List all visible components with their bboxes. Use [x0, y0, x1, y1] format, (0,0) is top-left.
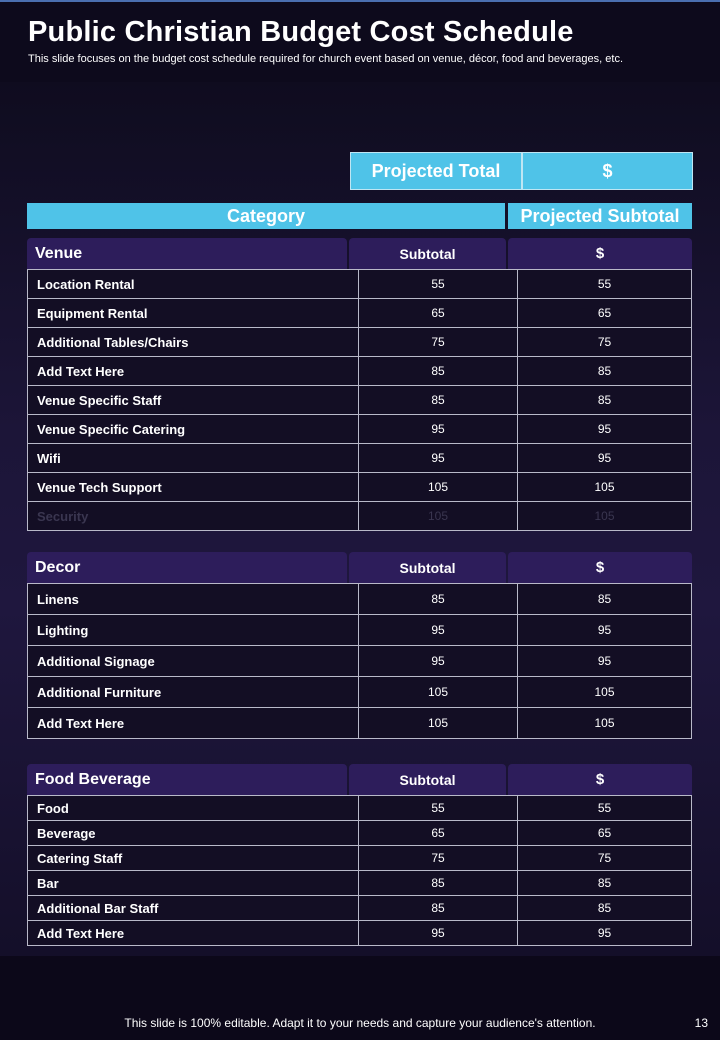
page-number: 13 — [694, 1016, 708, 1030]
row-value[interactable]: 105 — [518, 473, 692, 502]
table-row — [28, 584, 692, 615]
row-name: Add Text Here — [28, 921, 359, 946]
row-name: Linens — [28, 584, 359, 615]
row-value[interactable]: 55 — [518, 270, 692, 299]
row-name: Additional Signage — [28, 646, 359, 677]
row-subtotal[interactable]: 55 — [359, 270, 518, 299]
row-subtotal[interactable]: 105 — [359, 502, 518, 531]
table-row — [28, 821, 692, 846]
food-beverage-table — [27, 795, 692, 946]
row-subtotal[interactable]: 105 — [359, 708, 518, 739]
section-title: Food Beverage — [27, 764, 347, 795]
row-subtotal[interactable]: 75 — [359, 328, 518, 357]
row-name: Bar — [28, 871, 359, 896]
row-subtotal[interactable]: 85 — [359, 386, 518, 415]
projected-total-row — [350, 152, 693, 190]
page-title: Public Christian Budget Cost Schedule — [28, 16, 574, 48]
row-name: Additional Bar Staff — [28, 896, 359, 921]
slide-header — [0, 2, 720, 82]
row-name: Venue Tech Support — [28, 473, 359, 502]
row-value[interactable]: 85 — [518, 357, 692, 386]
row-value[interactable]: 85 — [518, 386, 692, 415]
table-row — [28, 896, 692, 921]
row-value[interactable]: 75 — [518, 328, 692, 357]
table-row — [28, 846, 692, 871]
row-subtotal[interactable]: 55 — [359, 796, 518, 821]
row-name: Security — [28, 502, 359, 531]
projected-subtotal-header: Projected Subtotal — [508, 203, 692, 229]
row-subtotal[interactable]: 65 — [359, 821, 518, 846]
table-row — [28, 615, 692, 646]
row-value[interactable]: 75 — [518, 846, 692, 871]
table-row — [28, 299, 692, 328]
value-column-header: $ — [508, 238, 692, 269]
table-row — [28, 357, 692, 386]
row-value[interactable]: 105 — [518, 677, 692, 708]
row-value[interactable]: 95 — [518, 444, 692, 473]
page-subtitle: This slide focuses on the budget cost schedule required for church event based on venue, décor, food and beverages, etc. — [28, 53, 623, 65]
row-value[interactable]: 105 — [518, 502, 692, 531]
venue-section — [27, 238, 692, 531]
row-subtotal[interactable]: 95 — [359, 921, 518, 946]
table-row — [28, 646, 692, 677]
subtotal-column-header: Subtotal — [349, 764, 506, 795]
category-header-row — [27, 203, 692, 229]
row-name: Wifi — [28, 444, 359, 473]
row-subtotal[interactable]: 85 — [359, 584, 518, 615]
row-name: Venue Specific Catering — [28, 415, 359, 444]
row-subtotal[interactable]: 95 — [359, 646, 518, 677]
row-value[interactable]: 95 — [518, 921, 692, 946]
row-name: Additional Furniture — [28, 677, 359, 708]
row-value[interactable]: 85 — [518, 896, 692, 921]
row-value[interactable]: 85 — [518, 871, 692, 896]
section-title: Decor — [27, 552, 347, 583]
row-value[interactable]: 105 — [518, 708, 692, 739]
row-subtotal[interactable]: 95 — [359, 615, 518, 646]
food-beverage-section — [27, 764, 692, 946]
row-value[interactable]: 95 — [518, 646, 692, 677]
section-header — [27, 238, 692, 269]
row-name: Equipment Rental — [28, 299, 359, 328]
row-name: Lighting — [28, 615, 359, 646]
table-row — [28, 473, 692, 502]
section-header — [27, 552, 692, 583]
row-value[interactable]: 95 — [518, 615, 692, 646]
section-header — [27, 764, 692, 795]
row-value[interactable]: 85 — [518, 584, 692, 615]
table-row — [28, 871, 692, 896]
table-row — [28, 415, 692, 444]
venue-table — [27, 269, 692, 531]
value-column-header: $ — [508, 764, 692, 795]
row-subtotal[interactable]: 105 — [359, 677, 518, 708]
decor-section — [27, 552, 692, 739]
row-name: Food — [28, 796, 359, 821]
row-subtotal[interactable]: 95 — [359, 415, 518, 444]
table-row — [28, 328, 692, 357]
value-column-header: $ — [508, 552, 692, 583]
table-row — [28, 444, 692, 473]
row-subtotal[interactable]: 95 — [359, 444, 518, 473]
row-subtotal[interactable]: 85 — [359, 357, 518, 386]
category-header: Category — [27, 203, 505, 229]
projected-total-value[interactable]: $ — [522, 152, 693, 190]
row-subtotal[interactable]: 85 — [359, 871, 518, 896]
row-name: Catering Staff — [28, 846, 359, 871]
footer-note: This slide is 100% editable. Adapt it to your needs and capture your audience's attention. — [124, 1016, 596, 1030]
projected-total-label: Projected Total — [350, 152, 522, 190]
row-name: Add Text Here — [28, 708, 359, 739]
row-name: Venue Specific Staff — [28, 386, 359, 415]
section-title: Venue — [27, 238, 347, 269]
row-subtotal[interactable]: 105 — [359, 473, 518, 502]
table-row — [28, 502, 692, 531]
subtotal-column-header: Subtotal — [349, 238, 506, 269]
table-row — [28, 796, 692, 821]
decor-table — [27, 583, 692, 739]
table-row — [28, 386, 692, 415]
row-value[interactable]: 55 — [518, 796, 692, 821]
row-name: Add Text Here — [28, 357, 359, 386]
table-row — [28, 270, 692, 299]
table-row — [28, 921, 692, 946]
row-value[interactable]: 65 — [518, 299, 692, 328]
row-name: Beverage — [28, 821, 359, 846]
table-row — [28, 677, 692, 708]
row-subtotal[interactable]: 65 — [359, 299, 518, 328]
row-subtotal[interactable]: 85 — [359, 896, 518, 921]
subtotal-column-header: Subtotal — [349, 552, 506, 583]
row-name: Additional Tables/Chairs — [28, 328, 359, 357]
row-name: Location Rental — [28, 270, 359, 299]
row-value[interactable]: 95 — [518, 415, 692, 444]
table-row — [28, 708, 692, 739]
row-subtotal[interactable]: 75 — [359, 846, 518, 871]
row-value[interactable]: 65 — [518, 821, 692, 846]
